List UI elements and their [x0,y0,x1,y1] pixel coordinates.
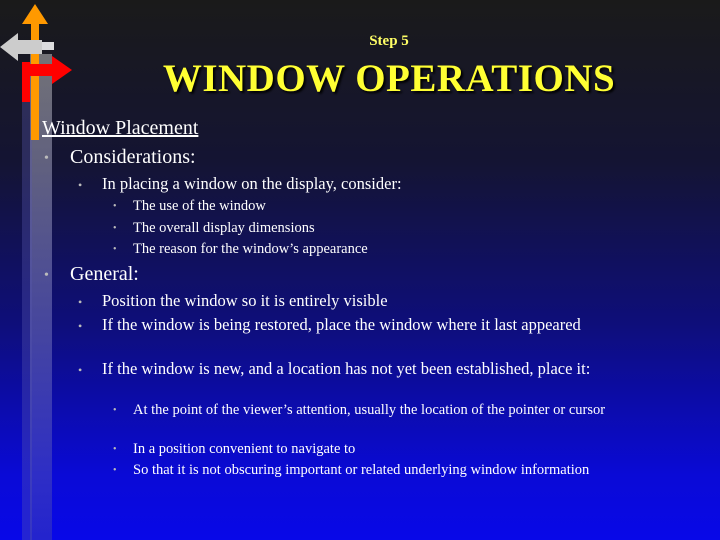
point-dimensions: • The overall display dimensions [113,220,315,236]
subpoint-attention: • At the point of the viewer’s attention, usually the location of the pointer or cursor [113,402,606,418]
step-label: Step 5 [369,33,409,49]
bullet-general: • General: [44,263,139,285]
up-arrow-icon [22,4,48,24]
subpoint-navigate: • In a position convenient to navigate to [113,441,356,457]
subbullet-consider: • In placing a window on the display, consider: [78,174,402,193]
bullet-icon: • [78,178,83,192]
bullet-icon: • [78,295,83,309]
section-heading: Window Placement [42,117,199,139]
bullet-icon: • [113,465,117,476]
bullet-icon: • [113,444,117,455]
general-point-restored: • If the window is being restored, place the window where it last appeared [78,315,581,334]
bullet-icon: • [44,151,49,166]
point-use: • The use of the window [113,198,266,214]
bullet-icon: • [78,363,83,377]
bullet-considerations: • Considerations: [44,146,196,168]
general-point-visible: • Position the window so it is entirely visible [78,291,388,310]
bullet-icon: • [113,201,117,212]
bullet-icon: • [44,268,49,283]
general-point-new: • If the window is new, and a location has not yet been established, place it: [78,359,591,378]
bullet-icon: • [78,319,83,333]
bullet-icon: • [113,244,117,255]
subpoint-obscuring: • So that it is not obscuring important or related underlying window information [113,462,590,478]
point-reason: • The reason for the window’s appearance [113,241,368,257]
bullet-icon: • [113,223,117,234]
slide-title: WINDOW OPERATIONS [162,57,616,100]
bullet-icon: • [113,405,117,416]
